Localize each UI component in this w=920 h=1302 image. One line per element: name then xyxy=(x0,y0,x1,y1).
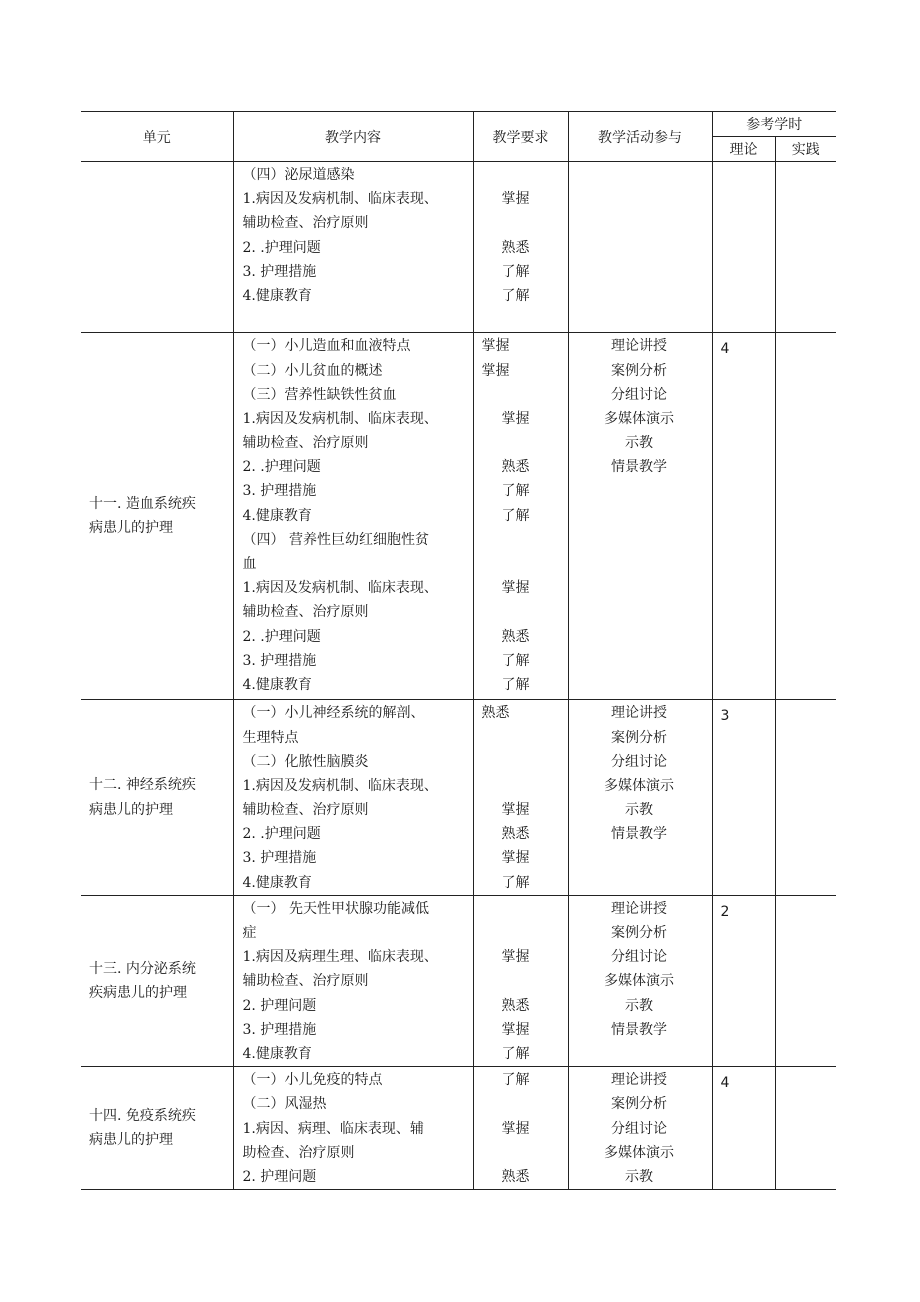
requirement-line xyxy=(474,750,568,774)
requirement-line: 掌握 xyxy=(501,1021,530,1038)
requirement-line xyxy=(474,1141,568,1165)
unit-line: 病患儿的护理 xyxy=(89,1132,173,1149)
activity-cell xyxy=(568,895,712,1066)
table-row xyxy=(81,700,836,896)
activity-line: 案例分析 xyxy=(611,1096,667,1113)
activity-line: 多媒体演示 xyxy=(604,1144,674,1161)
content-line: （一）小儿免疫的特点 xyxy=(242,1072,383,1089)
activity-line: 多媒体演示 xyxy=(604,777,674,794)
content-line: 4.健康教育 xyxy=(242,676,312,693)
activity-line: 多媒体演示 xyxy=(604,410,674,427)
requirement-cell xyxy=(473,162,568,333)
unit-cell xyxy=(81,333,233,700)
content-line: （四）泌尿道感染 xyxy=(242,167,355,183)
practice-hours-cell xyxy=(775,700,836,896)
content-line: 4.健康教育 xyxy=(242,1045,312,1062)
requirement-line: 掌握 xyxy=(501,850,530,867)
requirement-line xyxy=(474,308,568,332)
unit-cell xyxy=(81,700,233,896)
theory-hours-cell xyxy=(712,1067,775,1190)
requirement-line xyxy=(474,163,568,187)
table-body xyxy=(81,162,836,1190)
requirement-cell xyxy=(473,1067,568,1190)
requirement-line xyxy=(474,431,568,455)
activity-line: 示教 xyxy=(625,435,653,452)
activity-line: 理论讲授 xyxy=(611,338,667,355)
content-line: 3. 护理措施 xyxy=(242,850,317,867)
activity-line: 分组讨论 xyxy=(611,753,667,770)
header-hours: 参考学时 xyxy=(712,112,836,137)
activity-line: 情景教学 xyxy=(611,459,667,476)
content-cell xyxy=(233,700,473,896)
header-theory: 理论 xyxy=(712,137,775,162)
theory-hours-cell xyxy=(712,700,775,896)
requirement-line: 了解 xyxy=(501,1045,530,1062)
requirement-line: 熟悉 xyxy=(501,239,530,256)
content-line: 辅助检查、治疗原则 xyxy=(242,802,369,819)
requirement-line xyxy=(474,528,568,552)
requirement-line: 了解 xyxy=(501,676,530,693)
requirement-line: 掌握 xyxy=(501,949,530,966)
activity-line: 分组讨论 xyxy=(611,386,667,403)
content-line: 2. 护理问题 xyxy=(242,1168,317,1185)
unit-cell xyxy=(81,162,233,333)
requirement-line xyxy=(474,921,568,945)
requirement-line: 了解 xyxy=(501,1072,530,1089)
content-line: 辅助检查、治疗原则 xyxy=(242,215,369,232)
requirement-line: 掌握 xyxy=(501,802,530,819)
content-cell xyxy=(233,895,473,1066)
activity-cell xyxy=(568,162,712,333)
theory-hours-cell xyxy=(712,162,775,333)
requirement-line: 熟悉 xyxy=(501,459,530,476)
content-line: （一）小儿造血和血液特点 xyxy=(242,338,411,355)
activity-line: 理论讲授 xyxy=(611,705,667,722)
table-row xyxy=(81,162,836,333)
practice-hours-cell xyxy=(775,162,836,333)
content-line: （四） 营养性巨幼红细胞性贫 xyxy=(242,531,429,548)
content-line: 辅助检查、治疗原则 xyxy=(242,435,369,452)
requirement-line xyxy=(474,552,568,576)
theory-hours-value: 2 xyxy=(720,903,730,920)
requirement-line: 掌握 xyxy=(481,362,510,379)
content-line: （一）小儿神经系统的解剖、 xyxy=(242,705,425,722)
content-line: 3. 护理措施 xyxy=(242,483,317,500)
requirement-line xyxy=(474,969,568,993)
requirement-line: 掌握 xyxy=(501,410,530,427)
requirement-line xyxy=(474,211,568,235)
table-row xyxy=(81,1067,836,1190)
activity-line: 案例分析 xyxy=(611,729,667,746)
unit-cell xyxy=(81,895,233,1066)
requirement-line: 了解 xyxy=(501,507,530,524)
content-line: 1.病因及发病机制、临床表现、 xyxy=(242,191,438,208)
content-line: 2. .护理问题 xyxy=(242,628,321,645)
requirement-line xyxy=(474,600,568,624)
content-line: 4.健康教育 xyxy=(242,507,312,524)
requirement-line: 熟悉 xyxy=(501,826,530,843)
requirement-line: 了解 xyxy=(501,483,530,500)
activity-line: 分组讨论 xyxy=(611,1120,667,1137)
curriculum-table xyxy=(81,111,836,1190)
requirement-line: 掌握 xyxy=(481,338,510,355)
content-cell xyxy=(233,162,473,333)
theory-hours-value: 4 xyxy=(720,341,730,358)
header-activity: 教学活动参与 xyxy=(568,112,712,162)
theory-hours-value: 4 xyxy=(720,1075,730,1092)
content-line: 2. .护理问题 xyxy=(242,459,321,476)
requirement-line: 熟悉 xyxy=(481,705,510,722)
theory-hours-value: 3 xyxy=(720,708,730,725)
requirement-cell xyxy=(473,895,568,1066)
content-line: 3. 护理措施 xyxy=(242,652,317,669)
table-row xyxy=(81,333,836,700)
requirement-line xyxy=(474,897,568,921)
header-unit: 单元 xyxy=(81,112,233,162)
content-cell xyxy=(233,333,473,700)
content-line: 2. .护理问题 xyxy=(242,239,321,256)
content-line: 助检查、治疗原则 xyxy=(242,1144,355,1161)
requirement-line: 熟悉 xyxy=(501,1168,530,1185)
requirement-line xyxy=(474,1092,568,1116)
unit-line: 疾病患儿的护理 xyxy=(89,984,187,1001)
unit-line: 十四. 免疫系统疾 xyxy=(89,1107,196,1124)
content-line: （三）营养性缺铁性贫血 xyxy=(242,386,397,403)
content-line xyxy=(234,308,473,332)
theory-hours-cell xyxy=(712,895,775,1066)
content-line: 症 xyxy=(242,925,257,941)
activity-line: 情景教学 xyxy=(611,1021,667,1038)
content-line: 1.病因及病理生理、临床表现、 xyxy=(242,949,438,966)
activity-line: 情景教学 xyxy=(611,826,667,843)
requirement-line xyxy=(474,774,568,798)
practice-hours-cell xyxy=(775,1067,836,1190)
content-line: 血 xyxy=(242,556,257,572)
header-requirement: 教学要求 xyxy=(473,112,568,162)
content-line: 1.病因、病理、临床表现、辅 xyxy=(242,1120,424,1137)
activity-line: 多媒体演示 xyxy=(604,973,674,990)
activity-cell xyxy=(568,700,712,896)
content-line: 辅助检查、治疗原则 xyxy=(242,604,369,621)
unit-line: 病患儿的护理 xyxy=(89,801,173,818)
activity-line: 案例分析 xyxy=(611,925,667,941)
content-line: 生理特点 xyxy=(242,729,299,746)
requirement-line xyxy=(474,726,568,750)
content-line: 辅助检查、治疗原则 xyxy=(242,973,369,990)
requirement-line: 了解 xyxy=(501,263,530,280)
content-line: （二）化脓性脑膜炎 xyxy=(242,753,369,770)
requirement-line: 熟悉 xyxy=(501,997,530,1014)
content-line: 4.健康教育 xyxy=(242,287,312,304)
requirement-line: 掌握 xyxy=(501,580,530,597)
requirement-line: 掌握 xyxy=(501,1120,530,1137)
requirement-cell xyxy=(473,333,568,700)
content-line: （二）小儿贫血的概述 xyxy=(242,362,383,379)
unit-line: 十二. 神经系统疾 xyxy=(89,777,196,794)
practice-hours-cell xyxy=(775,895,836,1066)
requirement-line: 掌握 xyxy=(501,191,530,208)
activity-line: 分组讨论 xyxy=(611,949,667,966)
requirement-line: 了解 xyxy=(501,874,530,891)
content-line: （二）风湿热 xyxy=(242,1096,327,1113)
activity-line: 案例分析 xyxy=(611,362,667,379)
requirement-line: 了解 xyxy=(501,287,530,304)
content-line: 1.病因及发病机制、临床表现、 xyxy=(242,777,438,794)
activity-cell xyxy=(568,333,712,700)
unit-line: 病患儿的护理 xyxy=(89,520,173,537)
requirement-line: 熟悉 xyxy=(501,628,530,645)
activity-cell xyxy=(568,1067,712,1190)
activity-line: 理论讲授 xyxy=(611,1072,667,1089)
activity-line: 示教 xyxy=(625,1168,653,1185)
table-row xyxy=(81,895,836,1066)
practice-hours-cell xyxy=(775,333,836,700)
requirement-line xyxy=(474,383,568,407)
theory-hours-cell xyxy=(712,333,775,700)
requirement-cell xyxy=(473,700,568,896)
requirement-line: 了解 xyxy=(501,652,530,669)
unit-line: 十一. 造血系统疾 xyxy=(89,496,196,513)
content-line: 3. 护理措施 xyxy=(242,1021,317,1038)
content-cell xyxy=(233,1067,473,1190)
unit-cell xyxy=(81,1067,233,1190)
content-line: 4.健康教育 xyxy=(242,874,312,891)
header-content: 教学内容 xyxy=(233,112,473,162)
content-line: （一） 先天性甲状腺功能减低 xyxy=(242,900,429,917)
content-line: 2. .护理问题 xyxy=(242,826,321,843)
header-practice: 实践 xyxy=(775,137,836,162)
content-line: 1.病因及发病机制、临床表现、 xyxy=(242,580,438,597)
activity-line: 示教 xyxy=(625,997,653,1014)
content-line: 2. 护理问题 xyxy=(242,997,317,1014)
content-line: 3. 护理措施 xyxy=(242,263,317,280)
content-line: 1.病因及发病机制、临床表现、 xyxy=(242,410,438,427)
activity-line: 理论讲授 xyxy=(611,900,667,917)
unit-line: 十三. 内分泌系统 xyxy=(89,960,196,977)
activity-line: 示教 xyxy=(625,802,653,819)
